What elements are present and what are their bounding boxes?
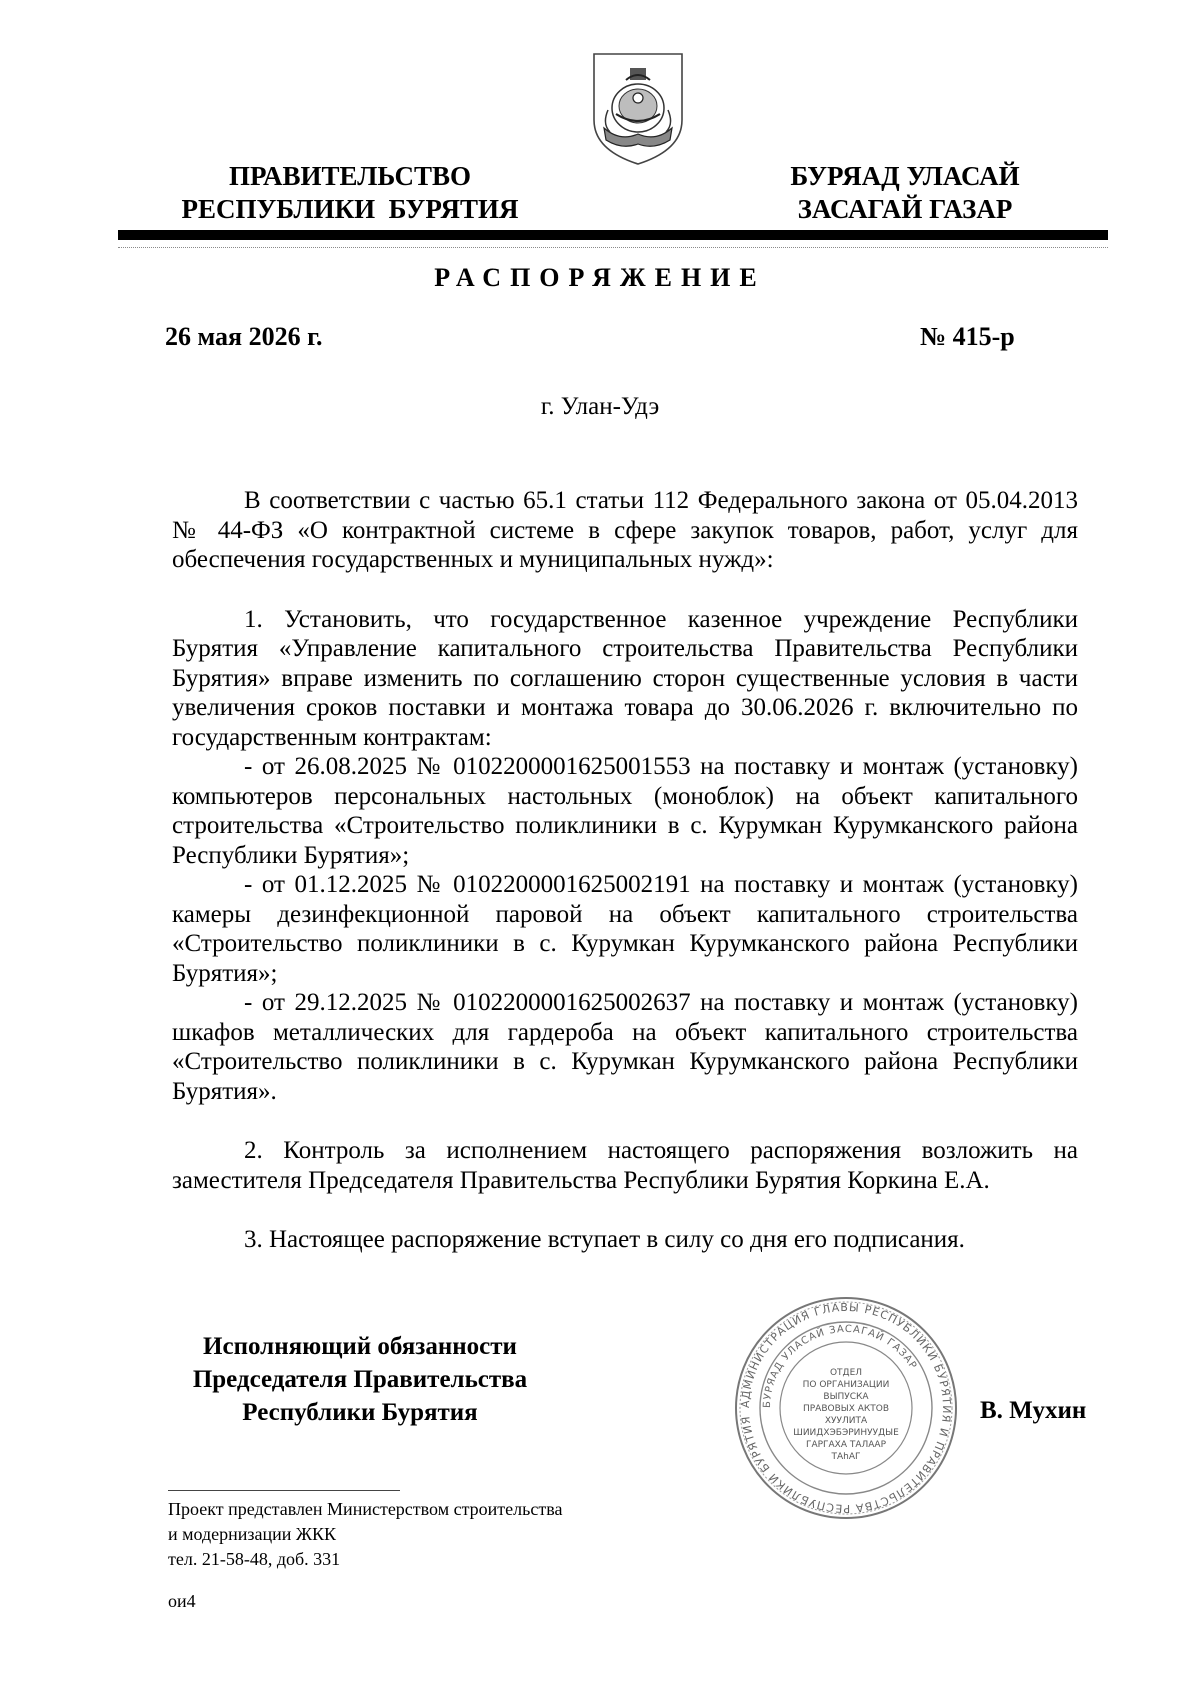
signatory-position-line-3: Республики Бурятия xyxy=(242,1399,478,1426)
header-right-line-2: ЗАСАГАЙ ГАЗАР xyxy=(797,194,1013,224)
seal-line-4: ПРАВОВЫХ АКТОВ xyxy=(802,1404,890,1414)
signatory-name: В. Мухин xyxy=(980,1397,1087,1424)
document-body xyxy=(172,486,1078,1255)
header-left-line-1: ПРАВИТЕЛЬСТВО xyxy=(228,161,472,191)
contract-item-1: - от 26.08.2025 № 0102200001625001553 на поставку и монтаж (установку) компьютеров персональных настольных (моноблок) на объект капитального строительства «Строительство поликлиники в с. Курумкан Курумканского района Республики Бурятия»; xyxy=(172,753,1078,869)
document-code: ои4 xyxy=(168,1591,196,1611)
header-divider-dotted xyxy=(118,247,1108,248)
seal-line-7: ГАРГАХА ТАЛААР xyxy=(805,1440,887,1450)
header-divider xyxy=(118,230,1108,240)
header-right xyxy=(755,160,1055,226)
seal-line-8: ТАһАГ xyxy=(831,1452,861,1462)
document-city: г. Улан-Удэ xyxy=(540,393,660,420)
item-2-paragraph: 2. Контроль за исполнением настоящего распоряжения возложить на заместителя Председателя Правительства Республики Бурятия Коркина Е.А. xyxy=(172,1137,1078,1194)
footnote xyxy=(168,1497,728,1572)
official-seal-icon xyxy=(733,1295,959,1521)
seal-line-1: ОТДЕЛ xyxy=(829,1368,863,1378)
item-3-paragraph: 3. Настоящее распоряжение вступает в силу со дня его подписания. xyxy=(244,1226,965,1253)
seal-line-6: ШИИДХЭБЭРИНУУДЫЕ xyxy=(793,1428,899,1438)
seal-line-2: ПО ОРГАНИЗАЦИИ xyxy=(802,1380,890,1390)
signatory-position-line-2: Председателя Правительства xyxy=(192,1366,528,1393)
document-date: 26 мая 2026 г. xyxy=(165,322,323,351)
header-left xyxy=(160,160,540,226)
coat-of-arms-icon xyxy=(590,50,686,168)
document-title: РАСПОРЯЖЕНИЕ xyxy=(434,263,766,292)
contract-item-3: - от 29.12.2025 № 0102200001625002637 на поставку и монтаж (установку) шкафов металлических для гардероба на объект капитального строительства «Строительство поликлиники в с. Курумкан Курумканского района Республики Бурятия». xyxy=(172,989,1078,1105)
seal-line-3: ВЫПУСКА xyxy=(823,1392,869,1402)
document-number: № 415-р xyxy=(920,322,1015,351)
item-1-paragraph: 1. Установить, что государственное казенное учреждение Республики Бурятия «Управление капитального строительства Правительства Республики Бурятия» вправе изменить по соглашению сторон существенные условия в части увеличения сроков поставки и монтажа товара до 30.06.2026 г. включительно по государственным контрактам: xyxy=(172,605,1078,751)
footnote-divider xyxy=(168,1490,400,1491)
signatory-position-line-1: Исполняющий обязанности xyxy=(203,1333,517,1360)
header-left-line-2: РЕСПУБЛИКИ БУРЯТИЯ xyxy=(181,194,519,224)
signatory-position xyxy=(170,1330,550,1429)
contract-item-2: - от 01.12.2025 № 0102200001625002191 на поставку и монтаж (установку) камеры дезинфекционной паровой на объект капитального строительства «Строительство поликлиники в с. Курумкан Курумканского района Республики Бурятия»; xyxy=(172,871,1078,987)
footnote-line-3: тел. 21-58-48, доб. 331 xyxy=(168,1549,341,1569)
seal-outer-text: АДМИНИСТРАЦИЯ ГЛАВЫ РЕСПУБЛИКИ БУРЯТИЯ И ПРАВИТЕЛЬСТВА РЕСПУБЛИКИ БУРЯТИЯ xyxy=(738,1300,954,1516)
seal-line-5: ХУУЛИТА xyxy=(824,1416,868,1426)
footnote-line-2: и модернизации ЖКК xyxy=(168,1524,337,1544)
seal-inner-text: БУРЯАД УЛАСАЙ ЗАСАГАЙ ГАЗАР xyxy=(761,1323,919,1409)
footnote-line-1: Проект представлен Министерством строительства xyxy=(168,1499,563,1519)
preamble-paragraph: В соответствии с частью 65.1 статьи 112 Федерального закона от 05.04.2013 № 44-ФЗ «О контрактной системе в сфере закупок товаров, работ, услуг для обеспечения государственных и муниципальных нужд»: xyxy=(172,487,1078,573)
header-right-line-1: БУРЯАД УЛАСАЙ xyxy=(790,161,1020,191)
